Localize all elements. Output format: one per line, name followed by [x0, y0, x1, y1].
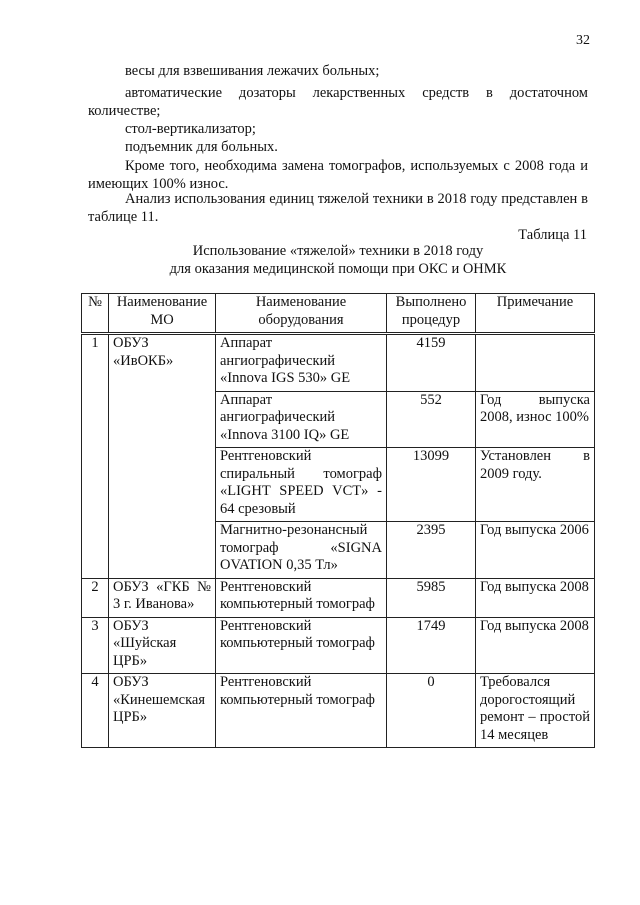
cell-equipment: Аппарат ангиографический «Innova 3100 IQ» GE [216, 391, 387, 448]
cell-num: 2 [82, 578, 109, 617]
cell-equipment: Рентгеновский компьютерный томограф [216, 617, 387, 674]
cell-num: 1 [82, 334, 109, 579]
cell-mo: ОБУЗ «Кинешемская ЦРБ» [109, 674, 216, 748]
cell-procedures: 13099 [387, 448, 476, 522]
cell-note: Требовался дорогостоящий ремонт – простой 14 месяцев [476, 674, 595, 748]
table-row [82, 578, 595, 617]
cell-num: 4 [82, 674, 109, 748]
table-row [82, 334, 595, 392]
table-header-row [82, 294, 595, 334]
header-mo: Наименование МО [109, 294, 216, 334]
header-note: Примечание [476, 294, 595, 334]
cell-procedures: 4159 [387, 334, 476, 392]
list-item-patient-lift: подъемник для больных. [125, 139, 278, 155]
cell-note [476, 334, 595, 392]
cell-mo: ОБУЗ «ИвОКБ» [109, 334, 216, 579]
equipment-table [81, 293, 595, 748]
list-item-tilt-table: стол-вертикализатор; [125, 121, 256, 137]
cell-note: Установлен в 2009 году. [476, 448, 595, 522]
table-row [82, 617, 595, 674]
table-caption: Таблица 11 [518, 227, 587, 243]
page-number: 32 [576, 33, 590, 48]
cell-note: Год выпуска 2006 [476, 522, 595, 579]
table-row [82, 674, 595, 748]
cell-procedures: 1749 [387, 617, 476, 674]
table-title-line-1: Использование «тяжелой» техники в 2018 году [192, 243, 484, 259]
list-item-scales: весы для взвешивания лежачих больных; [125, 63, 380, 79]
cell-note: Год выпуска 2008, износ 100% [476, 391, 595, 448]
cell-note: Год выпуска 2008 [476, 617, 595, 674]
table-title-line-2: для оказания медицинской помощи при ОКС и ОНМК [169, 261, 507, 277]
cell-procedures: 2395 [387, 522, 476, 579]
cell-equipment: Аппарат ангиографический «Innova IGS 530» GE [216, 334, 387, 392]
cell-note: Год выпуска 2008 [476, 578, 595, 617]
header-equipment: Наименование оборудования [216, 294, 387, 334]
cell-num: 3 [82, 617, 109, 674]
cell-equipment: Рентгеновский компьютерный томограф [216, 674, 387, 748]
cell-procedures: 552 [387, 391, 476, 448]
cell-equipment: Рентгеновский компьютерный томограф [216, 578, 387, 617]
cell-mo: ОБУЗ «ГКБ № 3 г. Иванова» [109, 578, 216, 617]
cell-mo: ОБУЗ «Шуйская ЦРБ» [109, 617, 216, 674]
header-procedures: Выполнено процедур [387, 294, 476, 334]
cell-equipment: Рентгеновский спиральный томограф «LIGHT SPEED VCT» - 64 срезовый [216, 448, 387, 522]
list-item-dispensers: автоматические дозаторы лекарственных средств в достаточном количестве; [88, 85, 588, 119]
paragraph-tomograph-replacement: Кроме того, необходима замена томографов, используемых с 2008 года и имеющих 100% износ. [88, 158, 588, 192]
header-num: № [82, 294, 109, 334]
cell-equipment: Магнитно-резонансный томограф «SIGNA OVATION 0,35 Тл» [216, 522, 387, 579]
paragraph-analysis: Анализ использования единиц тяжелой техники в 2018 году представлен в таблице 11. [88, 191, 588, 225]
cell-procedures: 0 [387, 674, 476, 748]
cell-procedures: 5985 [387, 578, 476, 617]
